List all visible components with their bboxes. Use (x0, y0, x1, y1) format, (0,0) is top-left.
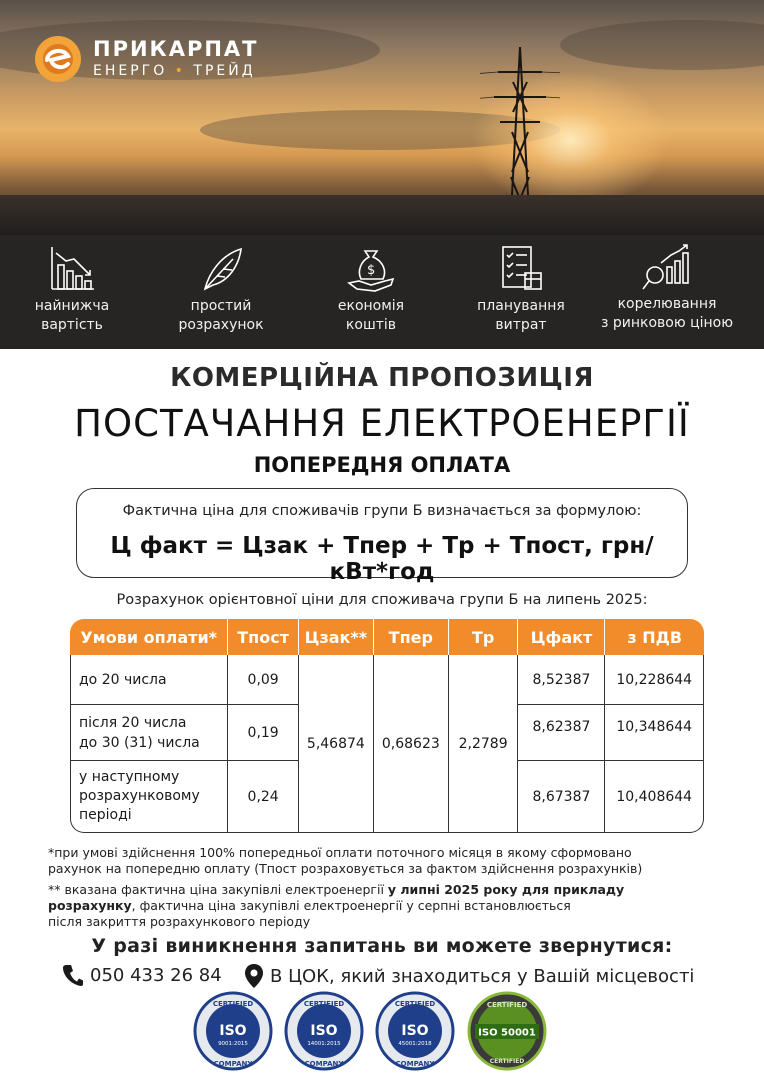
feature-savings (296, 235, 446, 349)
iso-9001-badge (193, 991, 273, 1071)
svg-text:COMPANY: COMPANY (304, 1060, 344, 1068)
tr-cell: 2,2789 (449, 655, 519, 833)
formula-box (76, 488, 688, 585)
feather-icon (195, 243, 247, 295)
contact-office (244, 963, 694, 989)
feature-label: планування (477, 298, 565, 314)
table-header-cell: з ПДВ (605, 619, 704, 655)
svg-text:14001:2015: 14001:2015 (307, 1041, 341, 1047)
svg-text:COMPANY: COMPANY (395, 1060, 435, 1068)
table-header-cell: Цзак** (299, 619, 374, 655)
features-band (0, 235, 764, 349)
vat-price-cell: 10,348644 (605, 705, 704, 761)
svg-text:CERTIFIED: CERTIFIED (486, 1001, 528, 1009)
iso-45001-badge (375, 991, 455, 1071)
tpost-cell: 0,24 (228, 761, 299, 833)
svg-text:CERTIFIED: CERTIFIED (303, 1000, 345, 1008)
checklist-icon (495, 243, 547, 295)
bar-chart-down-icon (46, 243, 98, 295)
table-header-cell: Тр (449, 619, 519, 655)
svg-text:ISO: ISO (219, 1023, 247, 1039)
contact-caption: У разі виникнення запитань ви можете звернутися: (91, 935, 673, 957)
payment-condition-cell: після 20 числа до 30 (31) числа (70, 705, 228, 761)
location-pin-icon (244, 963, 264, 989)
table-header-row (70, 619, 704, 655)
czak-cell: 5,46874 (299, 655, 374, 833)
cfakt-cell: 8,52387 (518, 655, 605, 705)
formula-caption: Фактична ціна для споживачів групи Б визначається за формулою: (122, 503, 642, 519)
table-row (70, 655, 704, 705)
brand-name: ПРИКАРПАТ (93, 37, 259, 61)
office-text: В ЦОК, який знаходиться у Вашій місцевості (270, 965, 695, 987)
feature-label: розрахунок (178, 317, 264, 333)
phone-number[interactable]: 050 433 26 84 (90, 964, 222, 986)
svg-text:9001:2015: 9001:2015 (218, 1041, 248, 1047)
feature-label: економія (337, 298, 405, 314)
svg-text:ISO: ISO (310, 1023, 338, 1039)
offer-heading: КОМЕРЦІЙНА ПРОПОЗИЦІЯ (170, 363, 594, 393)
svg-text:CERTIFIED: CERTIFIED (394, 1000, 436, 1008)
table-header-cell: Тпер (374, 619, 449, 655)
brand-logo (33, 34, 259, 84)
contact-phone (62, 963, 222, 987)
feature-market-correlation (592, 235, 742, 349)
feature-label: простий (190, 298, 252, 314)
tper-cell: 0,68623 (374, 655, 449, 833)
cloud (560, 20, 764, 70)
page-title: ПОСТАЧАННЯ ЕЛЕКТРОЕНЕРГІЇ (74, 402, 690, 445)
logo-mark-icon (33, 34, 83, 84)
svg-text:ISO 50001: ISO 50001 (478, 1027, 536, 1039)
cfakt-cell: 8,62387 (518, 705, 605, 761)
calculation-caption: Розрахунок орієнтовної ціни для споживача групи Б на липень 2025: (116, 592, 648, 608)
cfakt-cell: 8,67387 (518, 761, 605, 833)
payment-condition-cell: до 20 числа (70, 655, 228, 705)
horizon (0, 195, 764, 235)
iso-50001-badge (467, 991, 547, 1071)
feature-label: корелювання (617, 296, 717, 312)
tpost-cell: 0,09 (228, 655, 299, 705)
footnote-prepayment: *при умові здійснення 100% попередньої оплати поточного місяця в якому сформовано рахунок на попередню оплату (Тпост розраховується за фактом здійснення розрахунків) (48, 845, 643, 876)
feature-label: витрат (495, 317, 547, 333)
feature-planning (446, 235, 596, 349)
feature-lowest-cost (0, 235, 147, 349)
price-table (70, 619, 704, 833)
table-header-cell: Цфакт (518, 619, 605, 655)
feature-label: коштів (345, 317, 397, 333)
svg-text:CERTIFIED: CERTIFIED (212, 1000, 254, 1008)
svg-text:COMPANY: COMPANY (213, 1060, 253, 1068)
hero-banner (0, 0, 764, 235)
feature-simple-calc (146, 235, 296, 349)
svg-text:45001:2018: 45001:2018 (398, 1041, 432, 1047)
svg-text:ISO: ISO (401, 1023, 429, 1039)
brand-subname: ЕНЕРГО • ТРЕЙД (93, 63, 256, 79)
footnote-price: ** вказана фактична ціна закупівлі електроенергії у липні 2025 року для прикладу розрахунку, фактична ціна закупівлі електроенергії у серпні встановлюється після закриття розрахункового періоду (48, 882, 625, 929)
table-header-cell: Умови оплати* (70, 619, 228, 655)
iso-14001-badge (284, 991, 364, 1071)
payment-subtitle: ПОПЕРЕДНЯ ОПЛАТА (253, 453, 511, 477)
payment-condition-cell: у наступному розрахунковому періоді (70, 761, 228, 833)
phone-icon (62, 963, 84, 987)
chart-magnifier-icon (641, 241, 693, 293)
svg-text:CERTIFIED: CERTIFIED (489, 1058, 525, 1065)
vat-price-cell: 10,408644 (605, 761, 704, 833)
tpost-cell: 0,19 (228, 705, 299, 761)
price-formula: Ц факт = Цзак + Тпер + Тр + Тпост, грн/кВт*год (110, 533, 654, 585)
vat-price-cell: 10,228644 (605, 655, 704, 705)
svg-text:$: $ (367, 263, 376, 278)
feature-label: найнижча (34, 298, 110, 314)
money-bag-hand-icon (345, 243, 397, 295)
feature-label: вартість (41, 317, 103, 333)
feature-label: з ринковою ціною (600, 315, 734, 331)
table-header-cell: Тпост (228, 619, 299, 655)
